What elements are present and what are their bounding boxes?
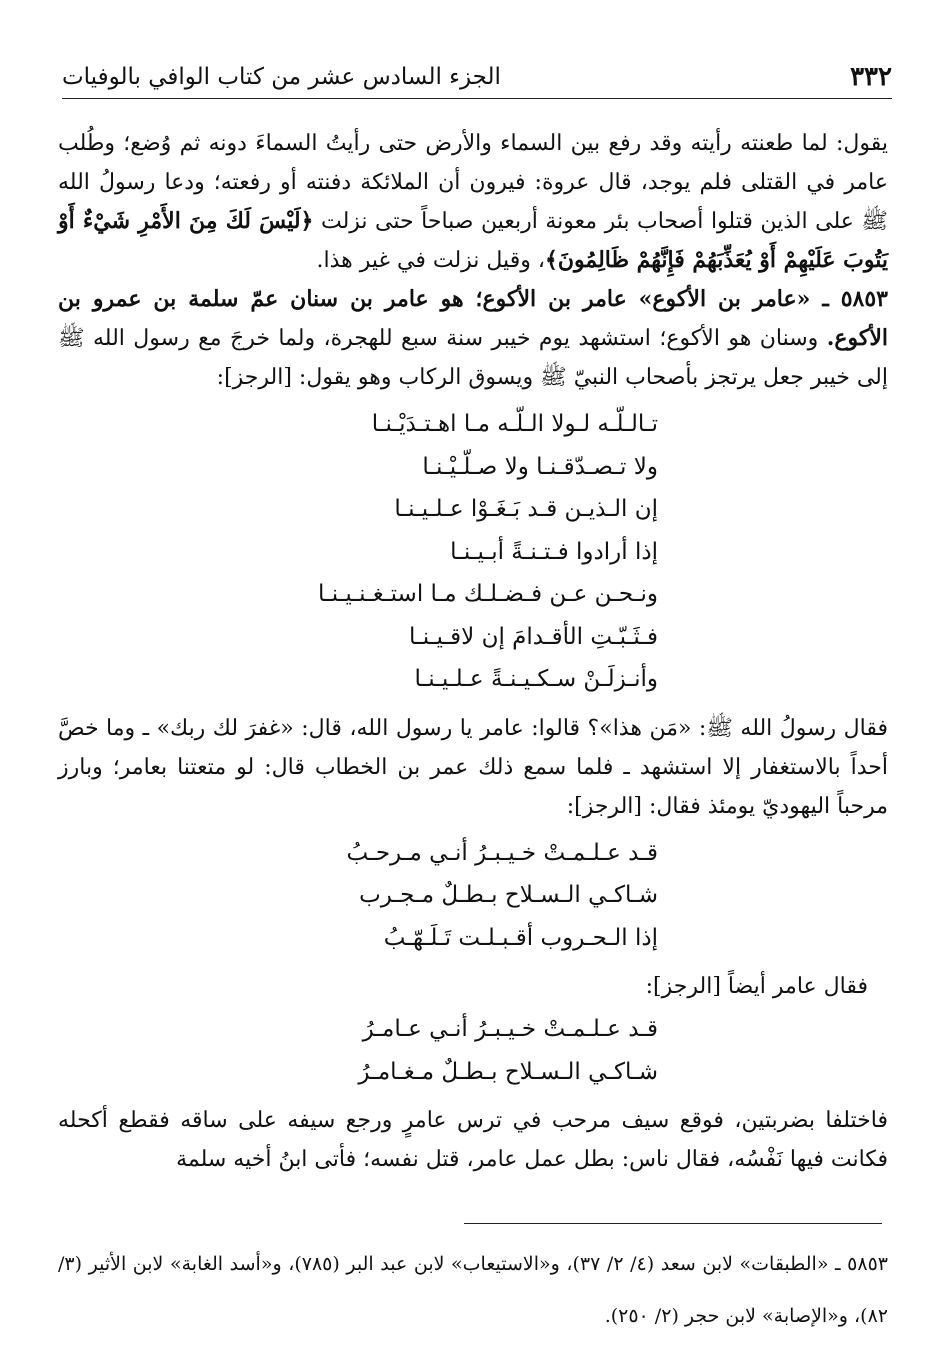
quran-verse: ﴿لَيْسَ لَكَ مِنَ الأَمْرِ شَيْءٌ أَوْ يَتُوبَ عَلَيْهِمْ أَوْ يُعَذِّبَهُمْ فَإِنَّهُمْ ظَالِمُونَ﴾ bbox=[58, 208, 888, 273]
page-header bbox=[62, 58, 892, 99]
verse-line: فـثَـبّـتِ الأقـدامَ إن لاقـيـنـا bbox=[409, 623, 658, 650]
paragraph-intro bbox=[58, 124, 888, 280]
verse-line: قـد عـلـمـتْ خـيـبـرُ أنـي مـرحـبُ bbox=[346, 839, 658, 866]
verse-line: تـالـلّـه لـولا الـلّـه مـا اهـتـدَيْـنـا bbox=[371, 411, 658, 437]
verse-line: إن الـذيـن قـد بَـغَـوْا عـلـيـنـا bbox=[394, 496, 658, 522]
footnote-divider bbox=[464, 1223, 882, 1224]
poem-marhab bbox=[278, 832, 668, 960]
paragraph-amir-reply: فقال عامر أيضاً [الرجز]: bbox=[645, 974, 868, 999]
verse-line: ونـحـن عـن فـضـلـك مـا استـغـنـيـنـا bbox=[318, 581, 658, 607]
verse-line: شـاكـي الـسـلاح بـطـلٌ مـغـامـرُ bbox=[358, 1058, 658, 1085]
verse-line: ولا تـصـدّقـنـا ولا صـلّـيْـنـا bbox=[422, 453, 658, 480]
page-number: ٣٣٢ bbox=[850, 62, 892, 92]
poem-amir-rajaz bbox=[278, 403, 668, 701]
entry-text: وسنان هو الأكوع؛ استشهد يوم خيبر سنة سبع للهجرة، ولما خرجَ مع رسول الله ﷺ إلى خيبر جعل يرتجز بأصحاب النبيّ ﷺ ويسوق الركاب وهو يقول: [الرجز]: bbox=[58, 326, 888, 390]
paragraph-text: ، وقيل نزلت في غير هذا. bbox=[316, 248, 545, 273]
verse-line: شـاكـي الـسـلاح بـطـلٌ مـجـرب bbox=[359, 882, 658, 908]
verse-line: إذا الـحـروب أقـبـلـت تَـلَـهّـبُ bbox=[383, 924, 658, 951]
verse-line: قـد عـلـمـتْ خـيـبـرُ أنـي عـامـرُ bbox=[362, 1016, 658, 1042]
main-text bbox=[58, 124, 888, 1179]
running-title: الجزء السادس عشر من كتاب الوافي بالوفيات bbox=[62, 64, 501, 90]
verse-line: إذا أرادوا فـتـنـةً أبـيـنـا bbox=[450, 538, 658, 565]
footnote: ٥٨٥٣ ـ «الطبقات» لابن سعد (٤/ ٢/ ٣٧)، و«الاستيعاب» لابن عبد البر (٧٨٥)، و«أسد الغابة» لابن الأثير (٣/ ٨٢)، و«الإصابة» لابن حجر (٢/ ٢٥٠). bbox=[58, 1253, 888, 1327]
paragraph-prophet: فقال رسولُ الله ﷺ: «مَن هذا»؟ قالوا: عامر يا رسول الله، قال: «غفرَ لك ربك» ـ وما خصَّ أحداً بالاستغفار إلا استشهد ـ فلما سمع ذلك عمر بن الخطاب قال: لو متعتنا بعامر؛ وبارز مرحباً اليهوديّ يومئذ فقال: [الرجز]: bbox=[58, 715, 888, 819]
entry-5853 bbox=[58, 280, 888, 397]
poem-amir-reply bbox=[278, 1008, 668, 1093]
entry-heading: ٥٨٥٣ ـ «عامر بن الأكوع» عامر بن الأكوع؛ هو عامر بن سنان عمّ سلمة بن عمرو بن الأكوع. bbox=[58, 286, 888, 351]
verse-line: وأنـزلَـنْ سـكـيـنـةً عـلـيـنـا bbox=[414, 666, 658, 692]
paragraph-text: يقول: لما طعنته رأيته وقد رفع بين السماء والأرض حتى رأيتُ السماءَ دونه ثم وُضع؛ وطُلب عامر في القتلى فلم يوجد، قال عروة: فيرون أن الملائكة دفنته أو رفعته؛ ودعا رسولُ الله ﷺ على الذين قتلوا أصحاب بئر معونة أربعين صباحاً حتى نزلت bbox=[58, 131, 888, 234]
paragraph-duel: فاختلفا بضربتين، فوقع سيف مرحب في ترس عامرٍ ورجع سيفه على ساقه فقطع أكحله فكانت فيها نَفْسُه، فقال ناس: بطل عمل عامر، قتل نفسه؛ فأتى ابنُ أخيه سلمة bbox=[58, 1108, 888, 1172]
